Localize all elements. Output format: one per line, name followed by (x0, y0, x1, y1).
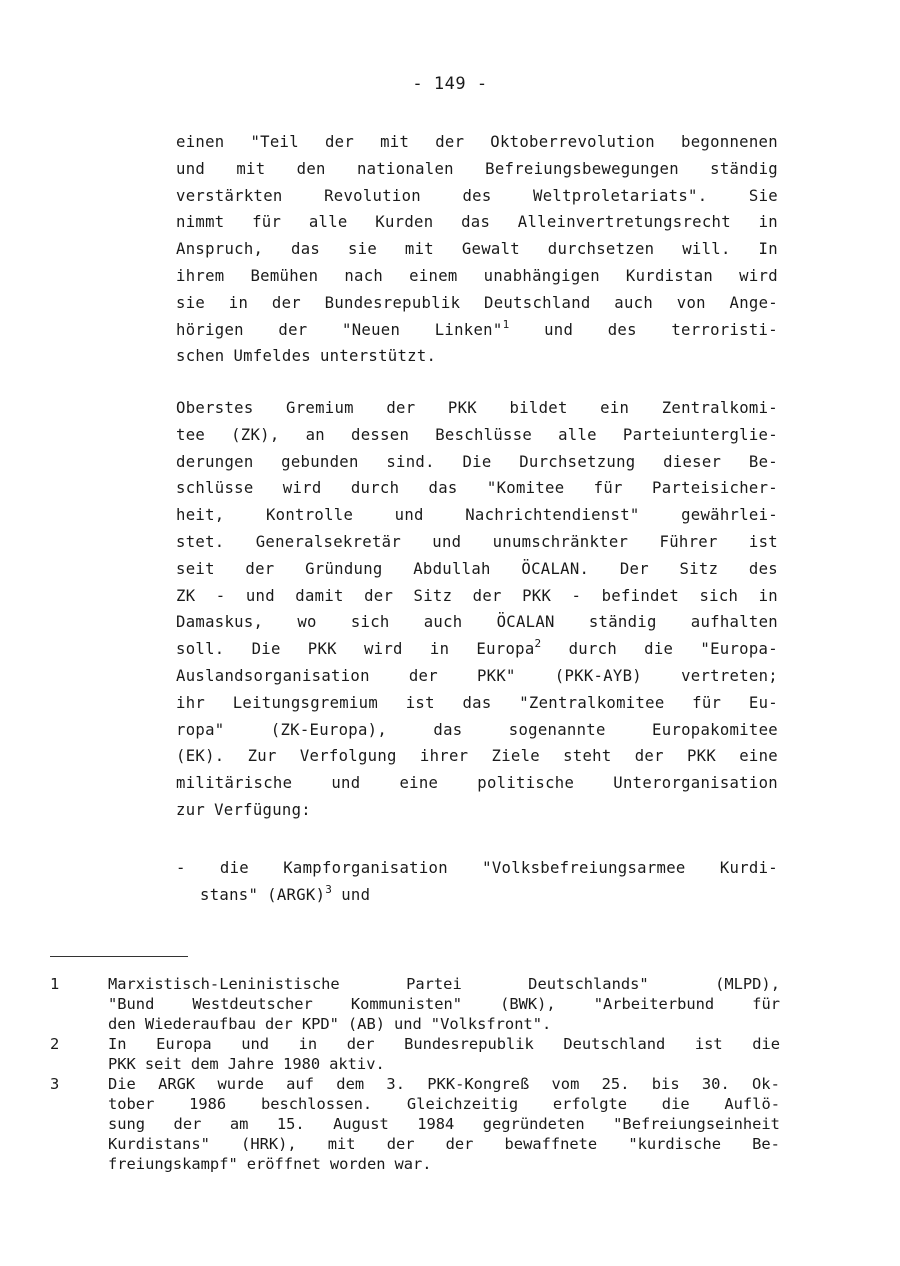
text-line: militärische und eine politische Unterorganisation (176, 774, 778, 793)
text-line: sie in der Bundesrepublik Deutschland auch von Ange- (176, 293, 778, 312)
text-line: und mit den nationalen Befreiungsbewegungen ständig (176, 159, 778, 178)
text-line: ihr Leitungsgremium ist das "Zentralkomitee für Eu- (176, 693, 778, 712)
text-line: Anspruch, das sie mit Gewalt durchsetzen will. In (176, 240, 778, 259)
text-line: tee (ZK), an dessen Beschlüsse alle Parteiunterglie- (176, 425, 778, 444)
text-line: sung der am 15. August 1984 gegründeten "Befreiungseinheit (108, 1115, 780, 1133)
text-line: den Wiederaufbau der KPD" (AB) und "Volksfront". (108, 1015, 552, 1033)
text-line: - die Kampforganisation "Volksbefreiungsarmee Kurdi- (176, 859, 778, 877)
footnote-3 (50, 1074, 780, 1174)
text-line: Damaskus, wo sich auch ÖCALAN ständig aufhalten (176, 613, 778, 632)
text-line: PKK seit dem Jahre 1980 aktiv. (108, 1055, 385, 1073)
text-line: zur Verfügung: (176, 800, 311, 819)
footnote-text (108, 1034, 780, 1074)
text-line: tober 1986 beschlossen. Gleichzeitig erfolgte die Auflö- (108, 1095, 780, 1113)
footnote-text (108, 974, 780, 1034)
text-line: Oberstes Gremium der PKK bildet ein Zentralkomi- (176, 399, 778, 417)
text-line: derungen gebunden sind. Die Durchsetzung dieser Be- (176, 452, 778, 471)
text-line: hörigen der "Neuen Linken"$^1$ und des terroristi- (176, 317, 778, 339)
text-line: heit, Kontrolle und Nachrichtendienst" gewährlei- (176, 506, 778, 525)
footnote-ref: 1 (502, 317, 510, 331)
text-line: schen Umfeldes unterstützt. (176, 347, 437, 366)
text-line: Marxistisch-Leninistische Partei Deutschlands" (MLPD), (108, 975, 780, 993)
footnote-number: 2 (50, 1035, 60, 1053)
text-line: "Bund Westdeutscher Kommunisten" (BWK), "Arbeiterbund für (108, 995, 780, 1013)
text-line: ropa" (ZK-Europa), das sogenannte Europakomitee (176, 720, 778, 739)
page-number: - 149 - (412, 74, 488, 94)
footnote-ref: 2 (534, 637, 542, 651)
text-line: ZK - und damit der Sitz der PKK - befindet sich in (176, 586, 778, 605)
footnote-number: 1 (50, 975, 60, 993)
text-line: In Europa und in der Bundesrepublik Deutschland ist die (108, 1035, 780, 1053)
text-line: stet. Generalsekretär und unumschränkter Führer ist (176, 532, 778, 551)
text-line: freiungskampf" eröffnet worden war. (108, 1155, 432, 1173)
text-line: verstärkten Revolution des Weltproletariats". Sie (176, 186, 778, 205)
footnote-2 (50, 1034, 780, 1074)
text-line: soll. Die PKK wird in Europa$^2$ durch die "Europa- (176, 637, 778, 659)
paragraph-1 (176, 129, 778, 370)
footnote-text (108, 1074, 780, 1174)
text-line: schlüsse wird durch das "Komitee für Parteisicher- (176, 479, 778, 498)
text-line: Kurdistans" (HRK), mit der der bewaffnete "kurdische Be- (108, 1135, 780, 1153)
footnotes (50, 974, 780, 1174)
text-line: seit der Gründung Abdullah ÖCALAN. Der Sitz des (176, 559, 778, 578)
footnote-number: 3 (50, 1075, 60, 1093)
text-line: (EK). Zur Verfolgung ihrer Ziele steht der PKK eine (176, 747, 778, 766)
footnote-divider (50, 956, 188, 957)
paragraph-2 (176, 395, 778, 824)
text-line: nimmt für alle Kurden das Alleinvertretungsrecht in (176, 213, 778, 232)
text-line: Auslandsorganisation der PKK" (PKK-AYB) vertreten; (176, 666, 778, 685)
text-line: Die ARGK wurde auf dem 3. PKK-Kongreß vom 25. bis 30. Ok- (108, 1075, 780, 1093)
text-line: stans" (ARGK)$^3$ und (200, 882, 371, 904)
footnote-ref: 3 (325, 882, 333, 896)
footnote-1 (50, 974, 780, 1034)
list-item-argk (176, 855, 778, 909)
text-line: ihrem Bemühen nach einem unabhängigen Kurdistan wird (176, 266, 778, 285)
text-line: einen "Teil der mit der Oktoberrevolution begonnenen (176, 133, 778, 151)
